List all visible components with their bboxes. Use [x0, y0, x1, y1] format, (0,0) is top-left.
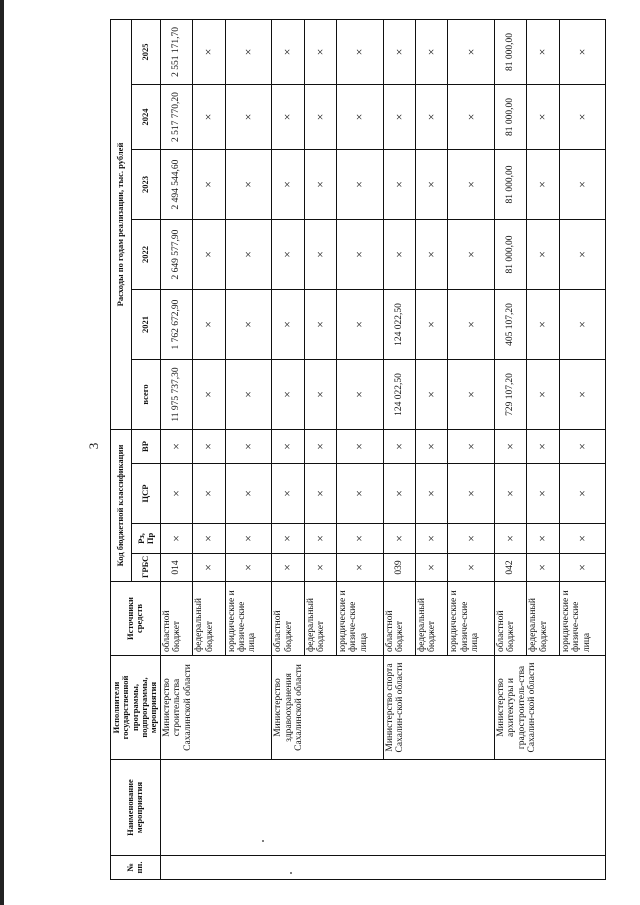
- header-name: Наименование мероприятия: [111, 760, 161, 856]
- total-cell: ×: [448, 360, 495, 430]
- csr-cell: ×: [527, 464, 559, 524]
- total-cell: 124 022,50: [383, 360, 415, 430]
- source-cell: юридические и физиче-ские лица: [448, 582, 495, 656]
- source-cell: областной бюджет: [383, 582, 415, 656]
- year-2024-cell: ×: [225, 85, 272, 150]
- grbs-cell: ×: [527, 554, 559, 582]
- year-2024-cell: ×: [415, 85, 447, 150]
- rzpr-cell: ×: [415, 524, 447, 554]
- total-cell: ×: [225, 360, 272, 430]
- header-year-2022: 2022: [132, 220, 161, 290]
- grbs-cell: ×: [559, 554, 606, 582]
- source-cell: областной бюджет: [160, 582, 192, 656]
- year-2021-cell: 1 762 672,90: [160, 290, 192, 360]
- year-2025-cell: ×: [272, 19, 304, 84]
- year-2021-cell: ×: [225, 290, 272, 360]
- year-2025-cell: 2 551 171,70: [160, 19, 192, 84]
- year-2023-cell: ×: [304, 150, 336, 220]
- year-2024-cell: ×: [383, 85, 415, 150]
- year-2022-cell: ×: [193, 220, 225, 290]
- executor-cell: Министерство строительства Сахалинской области: [160, 656, 271, 760]
- year-2022-cell: 81 000,00: [494, 220, 526, 290]
- table-row: [383, 19, 415, 879]
- year-2021-cell: ×: [304, 290, 336, 360]
- year-2023-cell: ×: [415, 150, 447, 220]
- grbs-cell: 014: [160, 554, 192, 582]
- year-2024-cell: ×: [272, 85, 304, 150]
- vr-cell: ×: [272, 430, 304, 464]
- year-2023-cell: ×: [527, 150, 559, 220]
- header-num: № пп.: [111, 856, 161, 880]
- header-budget-code: Код бюджетной классификации: [111, 430, 132, 582]
- grbs-cell: ×: [448, 554, 495, 582]
- year-2021-cell: ×: [415, 290, 447, 360]
- csr-cell: ×: [336, 464, 383, 524]
- total-cell: ×: [304, 360, 336, 430]
- rzpr-cell: ×: [193, 524, 225, 554]
- header-csr: ЦСР: [132, 464, 161, 524]
- total-cell: 729 107,20: [494, 360, 526, 430]
- table-row: [160, 19, 192, 879]
- year-2024-cell: ×: [448, 85, 495, 150]
- year-2021-cell: ×: [559, 290, 606, 360]
- budget-table: [110, 19, 606, 880]
- csr-cell: ×: [494, 464, 526, 524]
- total-cell: ×: [272, 360, 304, 430]
- vr-cell: ×: [559, 430, 606, 464]
- year-2025-cell: ×: [193, 19, 225, 84]
- grbs-cell: 039: [383, 554, 415, 582]
- total-cell: ×: [559, 360, 606, 430]
- table-row: [272, 19, 304, 879]
- year-2023-cell: ×: [336, 150, 383, 220]
- csr-cell: ×: [448, 464, 495, 524]
- grbs-cell: ×: [336, 554, 383, 582]
- header-total: всего: [132, 360, 161, 430]
- year-2021-cell: ×: [272, 290, 304, 360]
- total-cell: ×: [415, 360, 447, 430]
- year-2024-cell: 2 517 770,20: [160, 85, 192, 150]
- year-2021-cell: ×: [336, 290, 383, 360]
- total-cell: ×: [193, 360, 225, 430]
- year-2022-cell: ×: [527, 220, 559, 290]
- rzpr-cell: ×: [448, 524, 495, 554]
- year-2025-cell: ×: [336, 19, 383, 84]
- executor-cell: Министерство здравоохранения Сахалинской области: [272, 656, 383, 760]
- year-2024-cell: ×: [336, 85, 383, 150]
- row-number-cell: [160, 856, 606, 880]
- year-2025-cell: ×: [448, 19, 495, 84]
- year-2024-cell: ×: [559, 85, 606, 150]
- rzpr-cell: ×: [225, 524, 272, 554]
- csr-cell: ×: [225, 464, 272, 524]
- header-year-2025: 2025: [132, 19, 161, 84]
- rzpr-cell: ×: [336, 524, 383, 554]
- total-cell: 11 975 737,30: [160, 360, 192, 430]
- year-2023-cell: ×: [559, 150, 606, 220]
- year-2022-cell: ×: [225, 220, 272, 290]
- source-cell: федеральный бюджет: [193, 582, 225, 656]
- year-2025-cell: ×: [225, 19, 272, 84]
- csr-cell: ×: [272, 464, 304, 524]
- year-2022-cell: 2 649 577,90: [160, 220, 192, 290]
- year-2022-cell: ×: [448, 220, 495, 290]
- csr-cell: ×: [193, 464, 225, 524]
- year-2021-cell: 405 107,20: [494, 290, 526, 360]
- year-2025-cell: ×: [415, 19, 447, 84]
- csr-cell: ×: [160, 464, 192, 524]
- vr-cell: ×: [304, 430, 336, 464]
- source-cell: юридические и физиче-ские лица: [336, 582, 383, 656]
- year-2024-cell: ×: [304, 85, 336, 150]
- header-year-2023: 2023: [132, 150, 161, 220]
- year-2021-cell: ×: [527, 290, 559, 360]
- rzpr-cell: ×: [160, 524, 192, 554]
- csr-cell: ×: [383, 464, 415, 524]
- year-2021-cell: 124 022,50: [383, 290, 415, 360]
- rotated-table-wrapper: [110, 20, 590, 880]
- header-rzpr: Рз, Пр: [132, 524, 161, 554]
- vr-cell: ×: [336, 430, 383, 464]
- total-cell: ×: [527, 360, 559, 430]
- year-2024-cell: 81 000,00: [494, 85, 526, 150]
- year-2023-cell: 81 000,00: [494, 150, 526, 220]
- grbs-cell: 042: [494, 554, 526, 582]
- year-2023-cell: ×: [272, 150, 304, 220]
- year-2022-cell: ×: [336, 220, 383, 290]
- header-year-2021: 2021: [132, 290, 161, 360]
- source-cell: юридические и физиче-ские лица: [225, 582, 272, 656]
- vr-cell: ×: [160, 430, 192, 464]
- source-cell: областной бюджет: [494, 582, 526, 656]
- rzpr-cell: ×: [494, 524, 526, 554]
- executor-cell: Министерство архитектуры и градостроитель-ства Сахалин-ской области: [494, 656, 605, 760]
- vr-cell: ×: [225, 430, 272, 464]
- year-2023-cell: ×: [383, 150, 415, 220]
- csr-cell: ×: [559, 464, 606, 524]
- grbs-cell: ×: [304, 554, 336, 582]
- rzpr-cell: ×: [272, 524, 304, 554]
- grbs-cell: ×: [272, 554, 304, 582]
- vr-cell: ×: [383, 430, 415, 464]
- rzpr-cell: ×: [559, 524, 606, 554]
- csr-cell: ×: [304, 464, 336, 524]
- header-grbs: ГРБС: [132, 554, 161, 582]
- year-2021-cell: ×: [193, 290, 225, 360]
- year-2025-cell: ×: [527, 19, 559, 84]
- rzpr-cell: ×: [304, 524, 336, 554]
- header-source: Источники средств: [111, 582, 161, 656]
- year-2022-cell: ×: [272, 220, 304, 290]
- vr-cell: ×: [415, 430, 447, 464]
- source-cell: юридические и физиче-ские лица: [559, 582, 606, 656]
- grbs-cell: ×: [193, 554, 225, 582]
- year-2023-cell: ×: [225, 150, 272, 220]
- total-cell: ×: [336, 360, 383, 430]
- executor-cell: Министерство спорта Сахалин-ской области: [383, 656, 494, 760]
- header-vr: ВР: [132, 430, 161, 464]
- page-number: 3: [86, 442, 101, 450]
- year-2024-cell: ×: [193, 85, 225, 150]
- source-cell: областной бюджет: [272, 582, 304, 656]
- year-2025-cell: ×: [559, 19, 606, 84]
- rzpr-cell: ×: [527, 524, 559, 554]
- grbs-cell: ×: [225, 554, 272, 582]
- year-2022-cell: ×: [559, 220, 606, 290]
- year-2022-cell: ×: [383, 220, 415, 290]
- header-row-1: [111, 19, 132, 879]
- year-2022-cell: ×: [304, 220, 336, 290]
- vr-cell: ×: [193, 430, 225, 464]
- csr-cell: ×: [415, 464, 447, 524]
- table-body: [160, 19, 606, 879]
- header-year-2024: 2024: [132, 85, 161, 150]
- scan-edge: [0, 0, 4, 905]
- vr-cell: ×: [494, 430, 526, 464]
- source-cell: федеральный бюджет: [415, 582, 447, 656]
- year-2023-cell: 2 494 544,60: [160, 150, 192, 220]
- year-2024-cell: ×: [527, 85, 559, 150]
- header-executor: Исполнители государственной программы, подпрограммы, мероприятия: [111, 656, 161, 760]
- year-2023-cell: ×: [448, 150, 495, 220]
- year-2025-cell: 81 000,00: [494, 19, 526, 84]
- year-2025-cell: ×: [383, 19, 415, 84]
- vr-cell: ×: [527, 430, 559, 464]
- rzpr-cell: ×: [383, 524, 415, 554]
- vr-cell: ×: [448, 430, 495, 464]
- source-cell: федеральный бюджет: [527, 582, 559, 656]
- table-row: [494, 19, 526, 879]
- year-2022-cell: ×: [415, 220, 447, 290]
- event-name-cell: [160, 760, 606, 856]
- year-2025-cell: ×: [304, 19, 336, 84]
- year-2023-cell: ×: [193, 150, 225, 220]
- source-cell: федеральный бюджет: [304, 582, 336, 656]
- year-2021-cell: ×: [448, 290, 495, 360]
- header-expenses: Расходы по годам реализации, тыс. рублей: [111, 19, 132, 429]
- grbs-cell: ×: [415, 554, 447, 582]
